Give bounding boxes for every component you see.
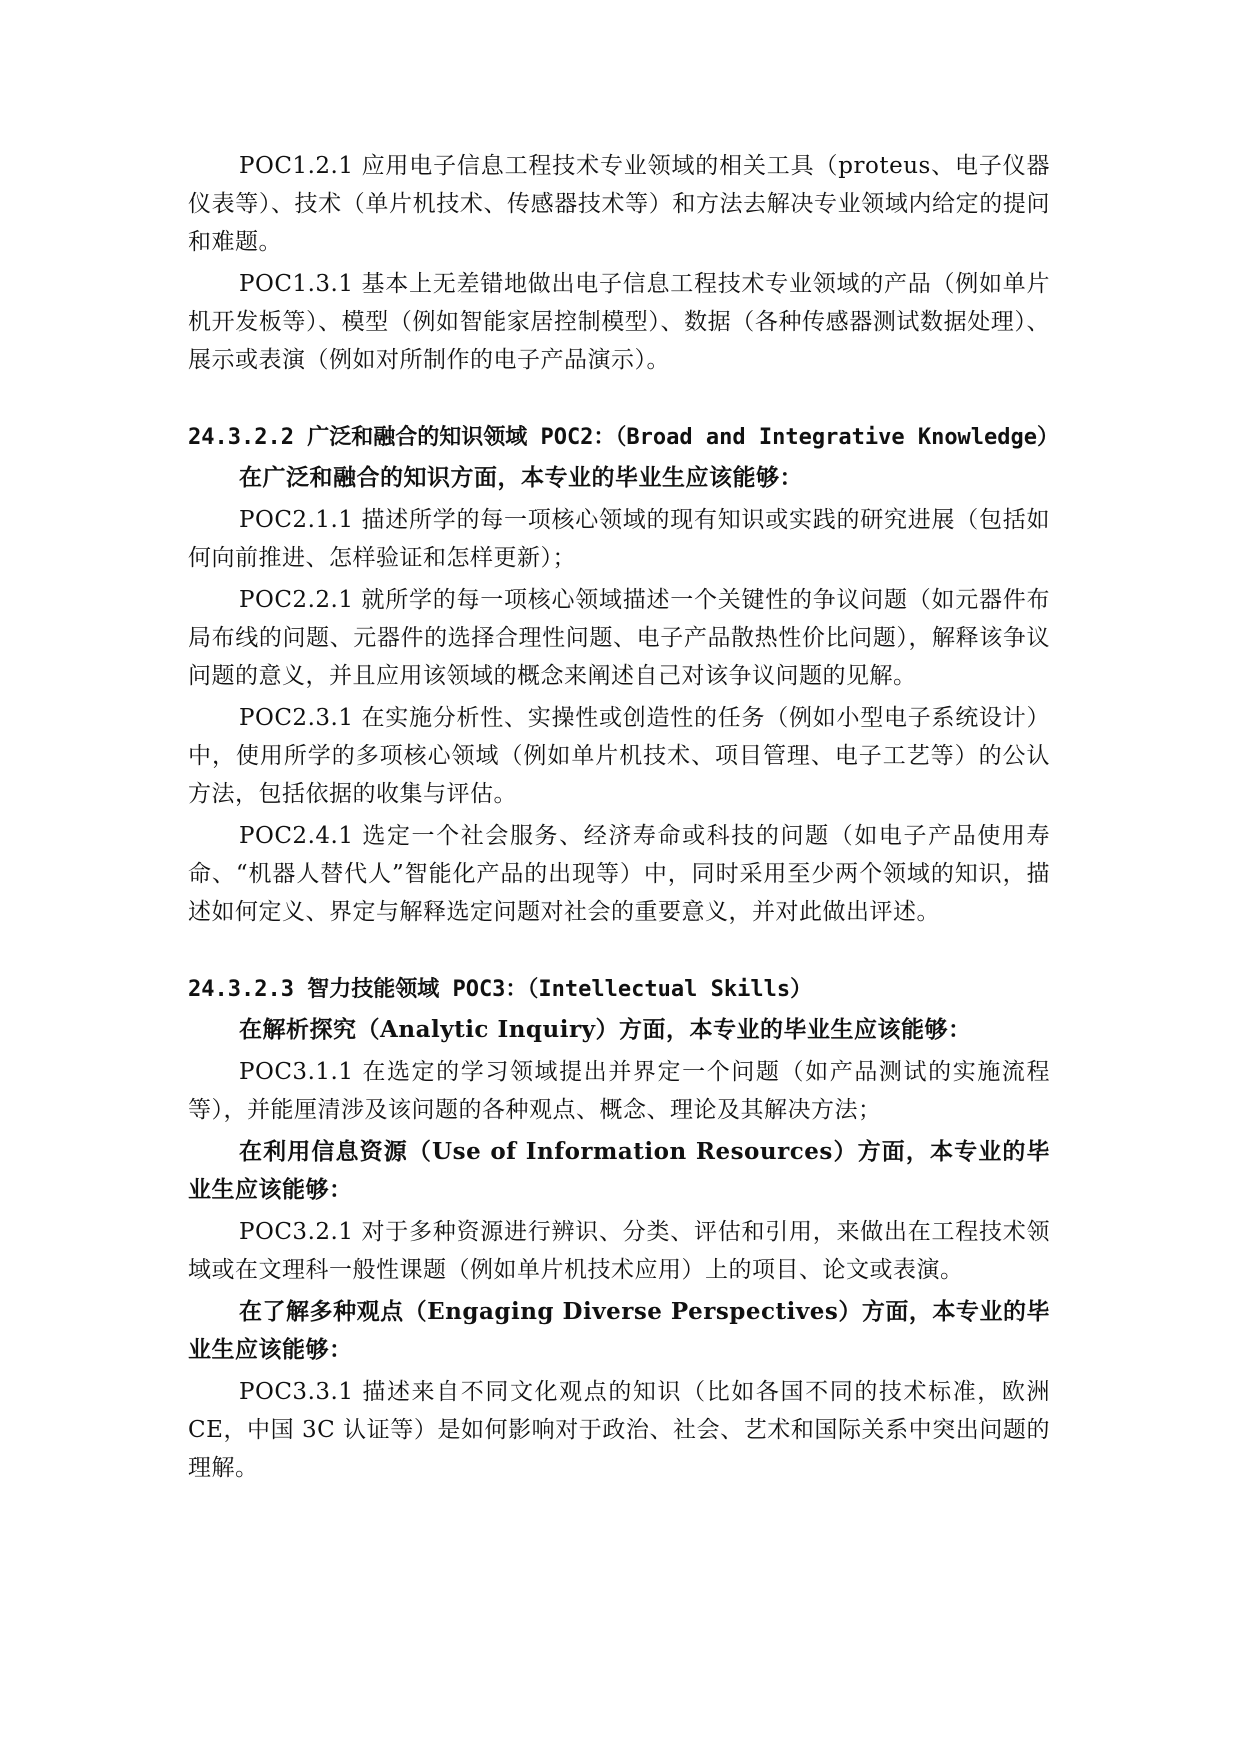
paragraph-poc2-1-1: POC2.1.1 描述所学的每一项核心领域的现有知识或实践的研究进展（包括如何向前推进、怎样验证和怎样更新）；: [188, 507, 1050, 571]
document-page: [188, 147, 1060, 1491]
paragraph-poc2-4-1: POC2.4.1 选定一个社会服务、经济寿命或科技的问题（如电子产品使用寿命、“机器人替代人”智能化产品的出现等）中，同时采用至少两个领域的知识，描述如何定义、界定与解释选定问题对社会的重要意义，并对此做出评述。: [188, 823, 1050, 925]
paragraph-poc3-3-1: POC3.3.1 描述来自不同文化观点的知识（比如各国不同的技术标准，欧洲 CE，中国 3C 认证等）是如何影响对于政治、社会、艺术和国际关系中突出问题的理解。: [188, 1379, 1050, 1481]
section-lead-diverse-perspectives: 在了解多种观点（Engaging Diverse Perspectives）方面，本专业的毕业生应该能够：: [188, 1298, 1050, 1363]
section-lead-analytic-inquiry: 在解析探究（Analytic Inquiry）方面，本专业的毕业生应该能够：: [239, 1016, 972, 1043]
section-lead-information-resources: 在利用信息资源（Use of Information Resources）方面，本专业的毕业生应该能够：: [188, 1138, 1050, 1203]
paragraph-poc2-2-1: POC2.2.1 就所学的每一项核心领域描述一个关键性的争议问题（如元器件布局布线的问题、元器件的选择合理性问题、电子产品散热性价比问题），解释该争议问题的意义，并且应用该领域的概念来阐述自己对该争议问题的见解。: [188, 587, 1050, 689]
paragraph-poc1-3-1: POC1.3.1 基本上无差错地做出电子信息工程技术专业领域的产品（例如单片机开发板等）、模型（例如智能家居控制模型）、数据（各种传感器测试数据处理）、展示或表演（例如对所制作的电子产品演示）。: [188, 271, 1050, 373]
paragraph-poc3-1-1: POC3.1.1 在选定的学习领域提出并界定一个问题（如产品测试的实施流程等），并能厘清涉及该问题的各种观点、概念、理论及其解决方法；: [188, 1059, 1050, 1123]
paragraph-poc1-2-1: POC1.2.1 应用电子信息工程技术专业领域的相关工具（proteus、电子仪器仪表等）、技术（单片机技术、传感器技术等）和方法去解决专业领域内给定的提问和难题。: [188, 153, 1050, 255]
paragraph-poc3-2-1: POC3.2.1 对于多种资源进行辨识、分类、评估和引用，来做出在工程技术领域或在文理科一般性课题（例如单片机技术应用）上的项目、论文或表演。: [188, 1219, 1050, 1283]
section-heading-poc3: 24.3.2.3 智力技能领域 POC3：（Intellectual Skills）: [188, 977, 813, 1002]
section-lead-poc2: 在广泛和融合的知识方面，本专业的毕业生应该能够：: [239, 464, 803, 491]
section-heading-poc2: 24.3.2.2 广泛和融合的知识领域 POC2：（Broad and Integrative Knowledge）: [188, 425, 1060, 450]
paragraph-poc2-3-1: POC2.3.1 在实施分析性、实操性或创造性的任务（例如小型电子系统设计）中，使用所学的多项核心领域（例如单片机技术、项目管理、电子工艺等）的公认方法，包括依据的收集与评估。: [188, 705, 1050, 807]
